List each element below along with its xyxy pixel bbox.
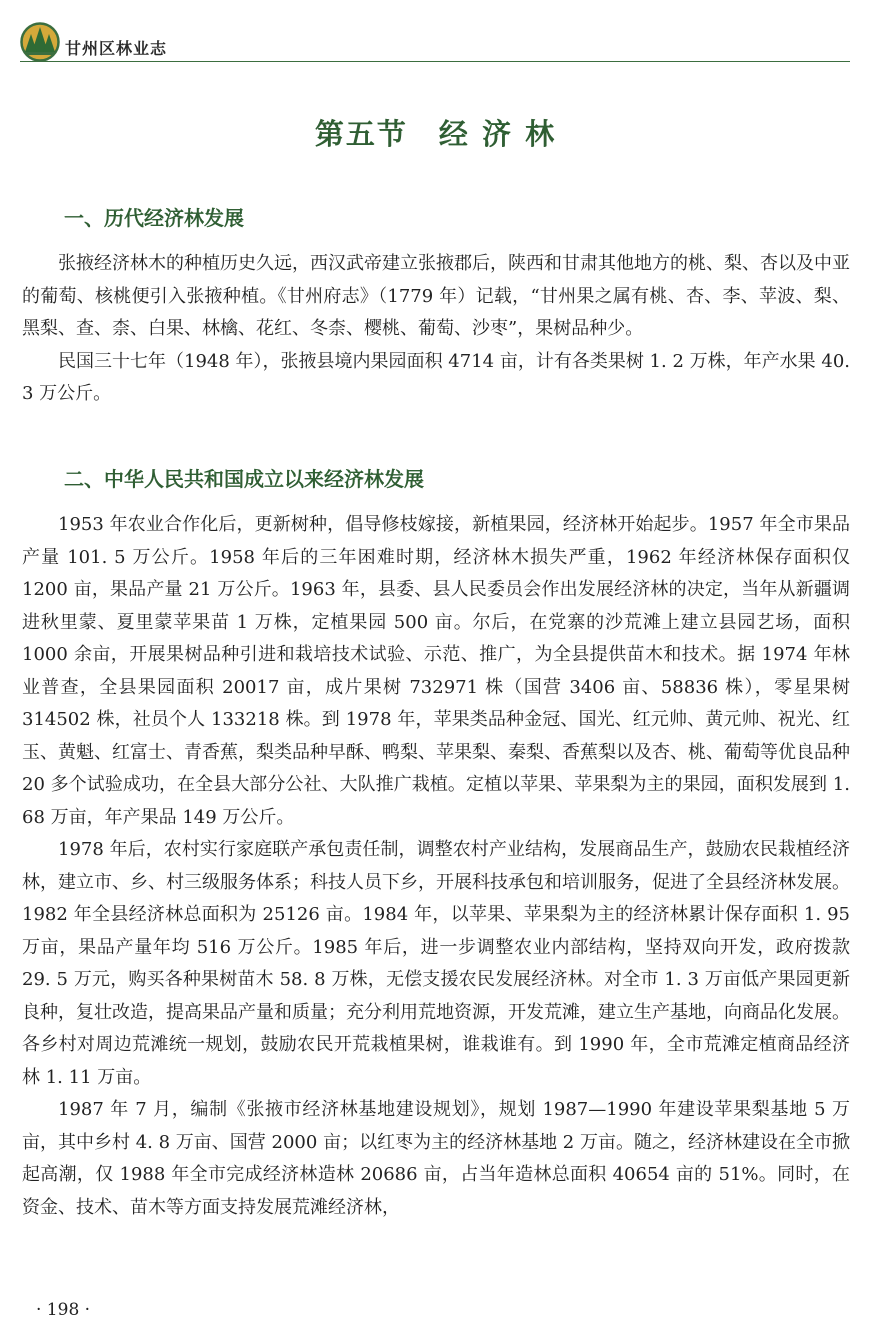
- paragraph: 1987 年 7 月，编制《张掖市经济林基地建设规划》，规划 1987—1990 年建设苹果梨基地 5 万亩，其中乡村 4. 8 万亩、国营 2000 亩；以红枣为主的经济林基地 2 万亩。随之，经济林建设在全市掀起高潮，仅 1988 年全市完成经济林造林 20686 亩，占当年造林总面积 40654 亩的 51%。同时，在资金、技术、苗木等方面支持发展荒滩经济林，: [22, 1099, 850, 1218]
- header-title: 甘州区林业志: [65, 39, 168, 58]
- paragraph: 张掖经济林木的种植历史久远，西汉武帝建立张掖郡后，陕西和甘肃其他地方的桃、梨、杏以及中亚的葡萄、核桃便引入张掖种植。《甘州府志》（1779 年）记载，“甘州果之属有桃、杏、李、苹波、梨、黑梨、查、柰、白果、林檎、花红、冬柰、樱桃、葡萄、沙枣”，果树品种少。: [22, 253, 850, 339]
- paragraph: 1978 年后，农村实行家庭联产承包责任制，调整农村产业结构，发展商品生产，鼓励农民栽植经济林，建立市、乡、村三级服务体系；科技人员下乡，开展科技承包和培训服务，促进了全县经济林发展。1982 年全县经济林总面积为 25126 亩。1984 年，以苹果、苹果梨为主的经济林累计保存面积 1. 95 万亩，果品产量年均 516 万公斤。1985 年后，进一步调整农业内部结构，坚持双向开发，政府拨款 29. 5 万元，购买各种果树苗木 58. 8 万株，无偿支援农民发展经济林。对全市 1. 3 万亩低产果园更新良种，复壮改造，提高果品产量和质量；充分利用荒地资源，开发荒滩，建立生产基地，向商品化发展。各乡村对周边荒滩统一规划，鼓励农民开荒栽植果树，谁栽谁有。到 1990 年，全市荒滩定植商品经济林 1. 11 万亩。: [22, 839, 850, 1088]
- header-divider: [20, 61, 850, 62]
- section2-body: [22, 509, 850, 1224]
- paragraph: 民国三十七年（1948 年），张掖县境内果园面积 4714 亩，计有各类果树 1. 2 万株，年产水果 40. 3 万公斤。: [22, 350, 850, 404]
- page-header: [20, 22, 850, 64]
- subheading-modern: 二、中华人民共和国成立以来经济林发展: [64, 467, 424, 491]
- paragraph: 1953 年农业合作化后，更新树种，倡导修枝嫁接，新植果园，经济林开始起步。1957 年全市果品产量 101. 5 万公斤。1958 年后的三年困难时期，经济林木损失严重，1962 年经济林保存面积仅 1200 亩，果品产量 21 万公斤。1963 年，县委、县人民委员会作出发展经济林的决定，当年从新疆调进秋里蒙、夏里蒙苹果苗 1 万株，定植果园 500 亩。尔后，在党寨的沙荒滩上建立县园艺场，面积 1000 余亩，开展果树品种引进和栽培技术试验、示范、推广，为全县提供苗木和技术。据 1974 年林业普查，全县果园面积 20017 亩，成片果树 732971 株（国营 3406 亩、58836 株），零星果树 314502 株，社员个人 133218 株。到 1978 年，苹果类品种金冠、国光、红元帅、黄元帅、祝光、红玉、黄魁、红富士、青香蕉，梨类品种早酥、鸭梨、苹果梨、秦梨、香蕉梨以及杏、桃、葡萄等优良品种 20 多个试验成功，在全县大部分公社、大队推广栽植。定植以苹果、苹果梨为主的果园，面积发展到 1. 68 万亩，年产果品 149 万公斤。: [22, 514, 850, 828]
- page-number: · 198 ·: [36, 1300, 91, 1320]
- section-title: 第五节 经 济 林: [314, 117, 557, 151]
- forest-logo-icon: [20, 22, 60, 62]
- section1-body: [22, 248, 850, 411]
- subheading-historical: 一、历代经济林发展: [64, 206, 244, 230]
